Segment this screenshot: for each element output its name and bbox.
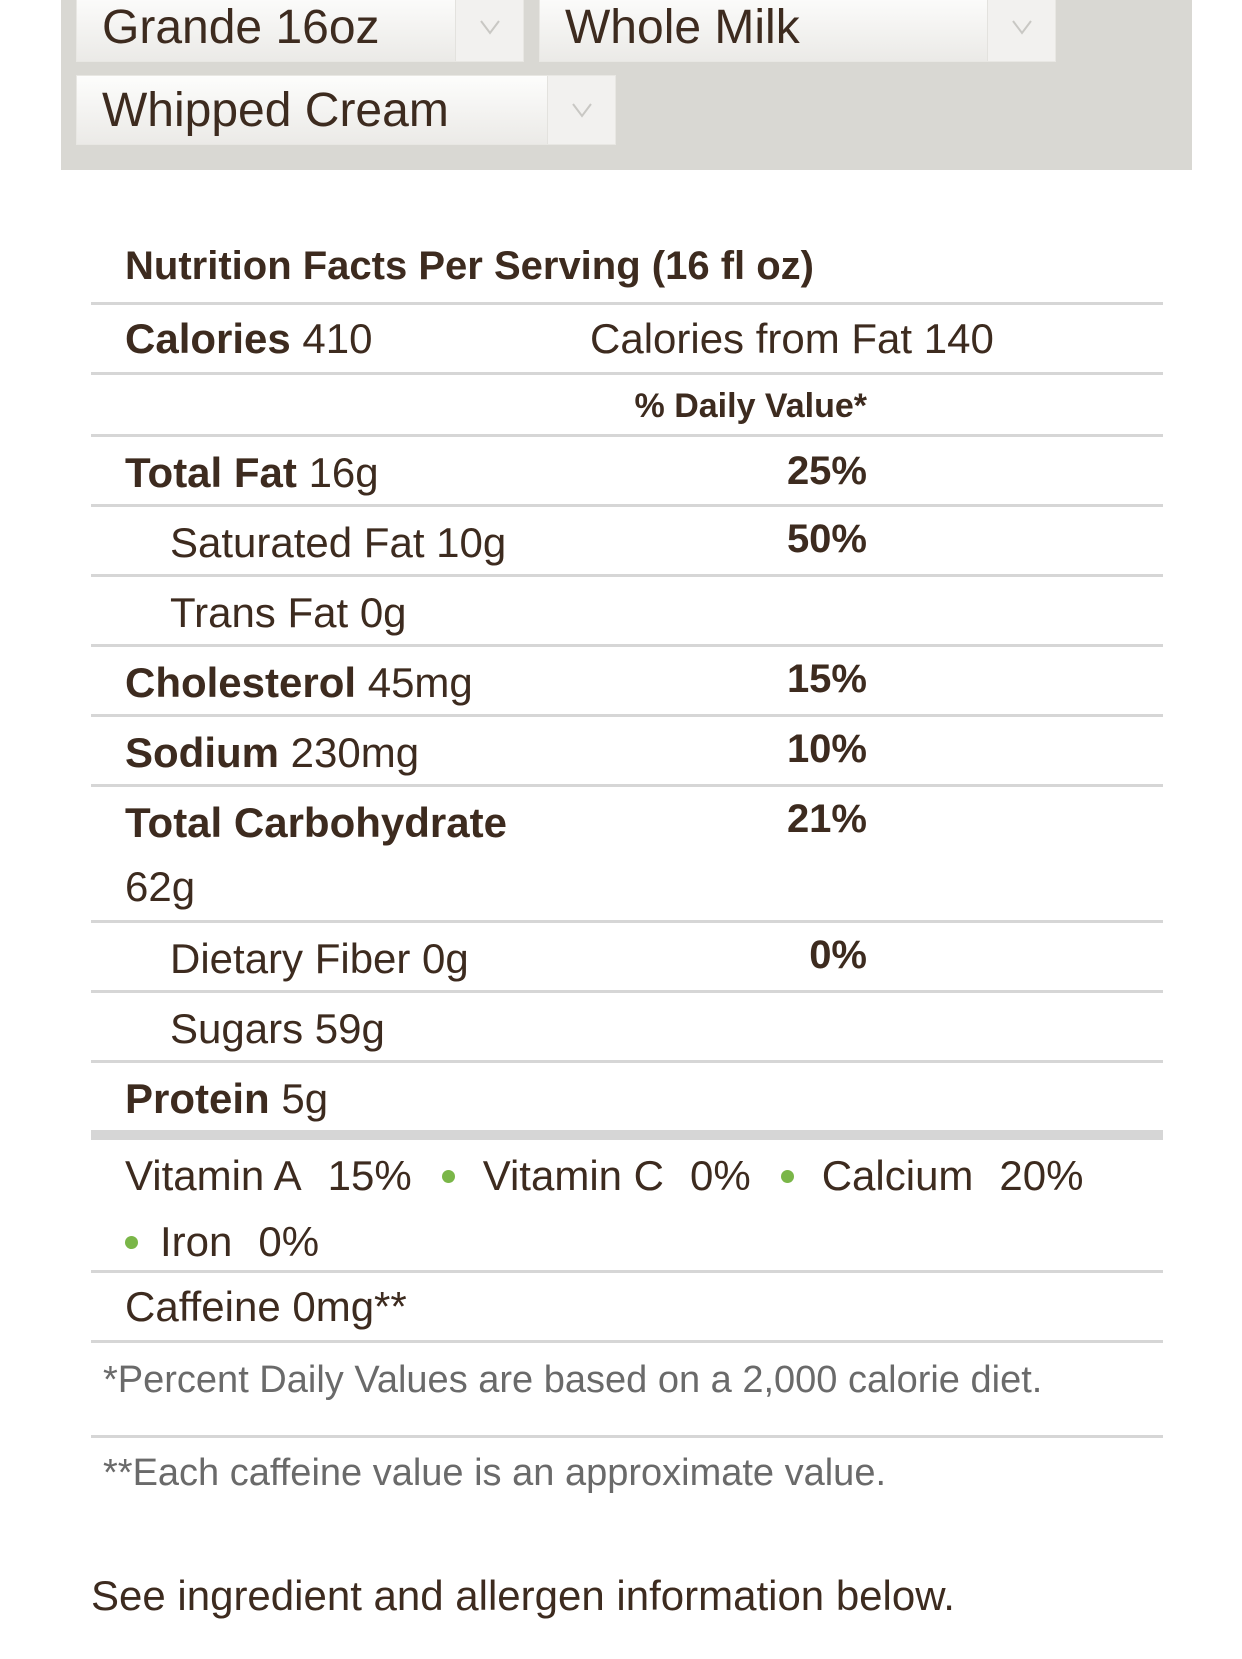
nutrient-row-trans-fat [91,574,1163,644]
nutrient-pct: 10% [786,727,867,771]
nutrient-label: Protein 5g [125,1075,329,1122]
footnote-daily-values: *Percent Daily Values are based on a 2,000 calorie diet. [103,1359,1043,1401]
vitamins-line-1 [125,1152,1083,1200]
nutrient-pct: 25% [786,449,867,493]
topping-select-value: Whipped Cream [77,76,547,144]
daily-value-header-row [91,372,1163,434]
milk-select[interactable] [539,0,1056,62]
iron-label: Iron [160,1218,233,1265]
iron-value: 0% [258,1218,320,1265]
vitamins-line-2 [125,1218,319,1266]
footnote-daily-values-row [91,1340,1163,1435]
vitamin-c-value: 0% [690,1152,751,1199]
ingredient-info-link-text: See ingredient and allergen information below. [91,1572,955,1619]
bullet-dot-icon [442,1170,455,1183]
bullet-dot-icon [781,1170,794,1183]
chevron-down-icon [547,76,615,144]
topping-select[interactable] [76,75,616,145]
nutrient-pct: 50% [786,517,867,561]
nutrient-pct: 0% [809,933,867,977]
calories-from-fat: Calories from Fat 140 [590,315,994,362]
nutrient-row-sugars [91,990,1163,1060]
vitamin-a-value: 15% [327,1152,412,1199]
nutrient-pct: 15% [786,657,867,701]
vitamins-block [91,1130,1163,1270]
nutrient-label: Cholesterol 45mg [125,659,473,706]
nutrient-label: Saturated Fat 10g [170,519,507,566]
nutrient-label: Dietary Fiber 0g [170,935,469,982]
vitamin-a-label: Vitamin A [125,1152,302,1199]
calories-row [91,302,1163,372]
milk-select-value: Whole Milk [540,0,987,61]
calcium-value: 20% [999,1152,1084,1199]
nutrient-amount: 62g [125,863,196,910]
calcium-label: Calcium [821,1152,974,1199]
footnote-caffeine-row [91,1435,1163,1515]
nutrient-label: Sugars 59g [170,1005,385,1052]
footnote-caffeine: **Each caffeine value is an approximate value. [103,1452,887,1494]
chevron-down-icon [455,0,523,61]
chevron-down-icon [987,0,1055,61]
nutrient-label: Trans Fat 0g [170,589,407,636]
nutrient-label: Total Carbohydrate [125,799,507,846]
nutrition-facts-table [91,230,1163,1515]
nutrient-row-protein [91,1060,1163,1130]
bullet-dot-icon [125,1236,138,1249]
size-select-value: Grande 16oz [77,0,455,61]
nutrient-pct: 21% [786,797,867,841]
nutrient-row-total-fat [91,434,1163,504]
customization-panel [61,0,1192,170]
caffeine-row [91,1270,1163,1340]
daily-value-header: % Daily Value* [634,387,867,425]
nutrient-row-total-carbohydrate [91,784,1163,920]
caffeine-text: Caffeine 0mg** [125,1283,407,1330]
nutrition-title: Nutrition Facts Per Serving (16 fl oz) [125,244,815,288]
size-select[interactable] [76,0,524,62]
nutrient-row-sodium [91,714,1163,784]
nutrient-row-saturated-fat [91,504,1163,574]
nutrient-row-dietary-fiber [91,920,1163,990]
vitamin-c-label: Vitamin C [482,1152,665,1199]
calories-text: Calories 410 [125,315,373,362]
nutrient-label: Sodium 230mg [125,729,420,776]
nutrient-label: Total Fat 16g [125,449,379,496]
nutrient-row-cholesterol [91,644,1163,714]
